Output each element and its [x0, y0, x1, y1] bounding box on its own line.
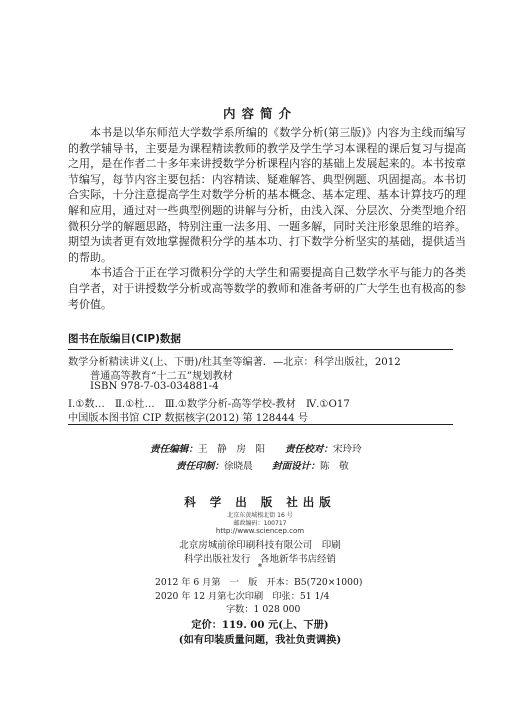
cip-heading: 图书在版编目(CIP)数据	[68, 333, 181, 345]
credit-editor-label: 责任编辑：	[150, 444, 198, 455]
credit-design-name: 陈 敬	[319, 461, 349, 472]
credit-print-label: 责任印制：	[176, 461, 224, 472]
credit-print	[176, 458, 253, 472]
abstract-paragraph-2: 本书适合于正在学习微积分学的大学生和需要提高自己数学水平与能力的各类自学者，对于讲授数学分析或高等数学的教师和准备考研的广大学生也有极高的参考价值。	[68, 266, 466, 311]
cip-top-rule	[68, 349, 453, 350]
separator-star: *	[257, 563, 263, 573]
edition-line-2: 2020 年 12 月第七次印刷 印张：51 1/4	[155, 591, 330, 602]
distributor-line: 科学出版社发行 各地新华书店经销	[183, 554, 336, 565]
cip-line-title: 数学分析精读讲义(上、下册)/杜其奎等编著．—北京：科学出版社，2012	[68, 357, 401, 368]
credit-proofreader	[285, 441, 362, 455]
quality-notice: (如有印装质量问题，我社负责调换)	[178, 634, 342, 646]
publisher-url: http://www.sciencep.com	[215, 527, 305, 535]
printer-line: 北京房城前徐印刷科技有限公司 印刷	[179, 540, 341, 551]
credit-editor-names: 王 静 房 阳	[197, 444, 266, 455]
cip-line-classification: Ⅰ.①数… Ⅱ.①杜… Ⅲ.①数学分析-高等学校-教材 Ⅳ.①O17	[68, 399, 350, 410]
cip-bottom-rule	[68, 424, 453, 425]
publisher-name: 科 学 出 版 社出版	[184, 495, 336, 509]
cip-line-series: 普通高等教育“十二五”规划教材	[90, 371, 233, 382]
credit-editor	[150, 441, 265, 455]
abstract-title: 内容简介	[222, 106, 297, 121]
credit-design-label: 封面设计：	[272, 461, 320, 472]
credit-proof-label: 责任校对：	[285, 444, 333, 455]
abstract-body	[68, 125, 466, 312]
publisher-address: 北京东黄城根北街 16 号	[227, 512, 293, 519]
edition-line-1: 2012 年 6 月第 一 版 开本：B5(720×1000)	[155, 577, 363, 588]
price-line: 定价：119. 00 元(上、下册)	[191, 619, 329, 631]
abstract-paragraph-1: 本书是以华东师范大学数学系所编的《数学分析(第三版)》内容为主线而编写的教学辅导书，主要是为课程精读教师的教学及学生学习本课程的课后复习与提高之用，是在作者二十多年来讲授数学分析课程内容的基础上发展起来的。本书按章节编写，每节内容主要包括：内容精读、疑难解答、典型例题、巩固提高。本书切合实际，十分注意提高学生对数学分析的基本概念、基本定理、基本计算技巧的理解和应用，通过对一些典型例题的讲解与分析，由浅入深、分层次、分类型地介绍微积分学的解题思路，特别注重一法多用、一题多解，同时关注形象思维的培养。期望为读者更有效地掌握微积分学的基本功、打下数学分析坚实的基础，提供适当的帮助。	[68, 126, 466, 264]
cip-line-cip-number: 中国版本图书馆 CIP 数据核字(2012) 第 128444 号	[68, 413, 309, 424]
cip-line-isbn: ISBN 978-7-03-034881-4	[90, 381, 219, 392]
credit-proof-name: 宋玲玲	[332, 444, 362, 455]
credit-design	[272, 458, 349, 472]
edition-line-3: 字数：1 028 000	[226, 604, 301, 615]
credit-print-name: 徐晓晨	[223, 461, 253, 472]
publisher-postcode: 邮政编码：100717	[233, 520, 287, 527]
